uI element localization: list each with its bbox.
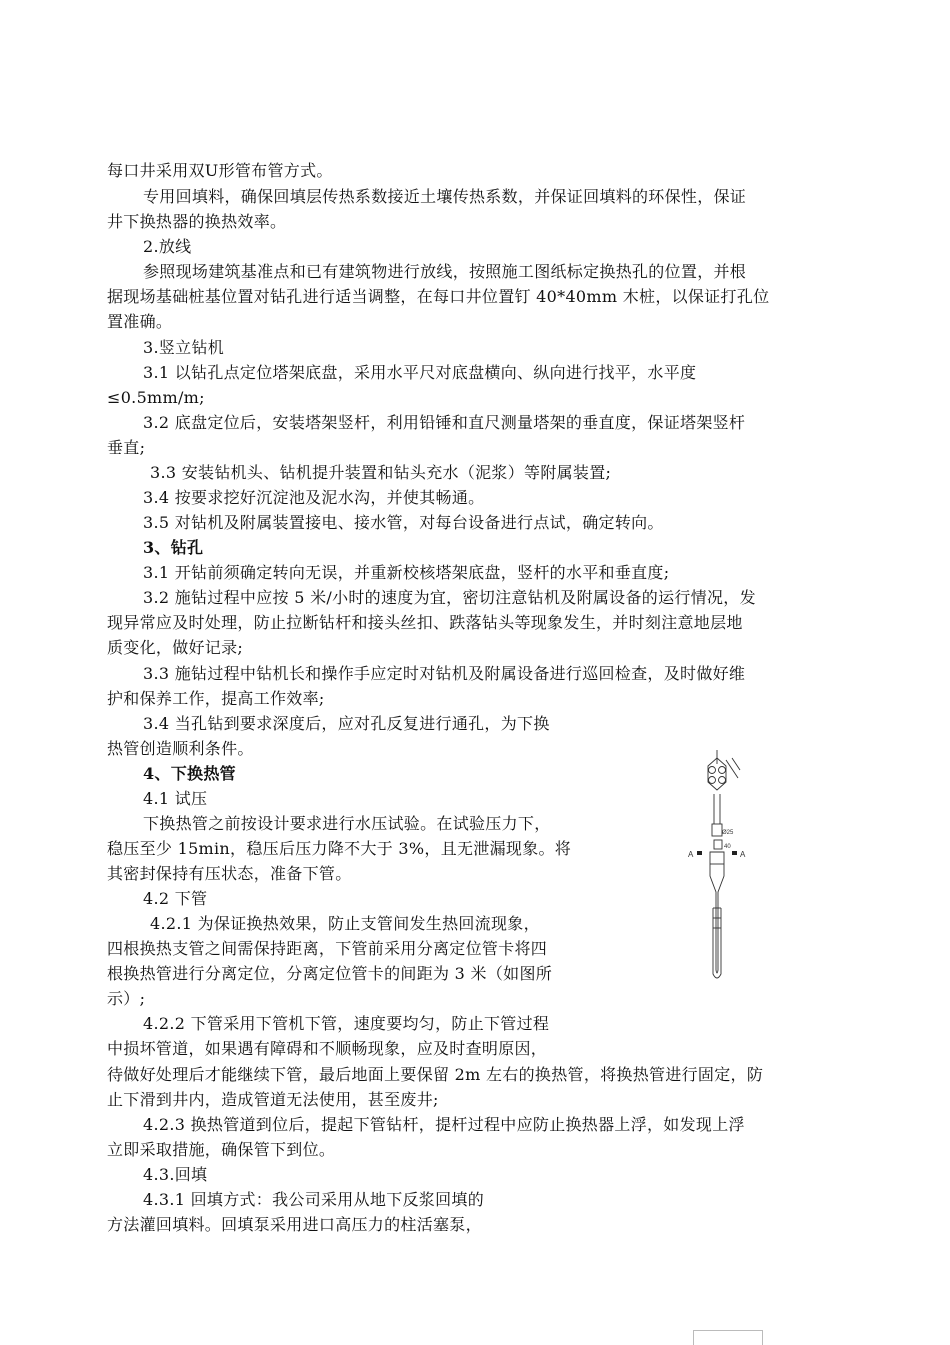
text-line: 3.4 当孔钻到要求深度后，应对孔反复进行通孔，为下换: [143, 714, 550, 733]
text-line: 3.3 安装钻机头、钻机提升装置和钻头充水（泥浆）等附属装置;: [150, 463, 612, 482]
text-line: 据现场基础桩基位置对钻孔进行适当调整，在每口井位置钉 40*40mm 木桩，以保证打孔位: [107, 287, 770, 306]
text-line: 3.竖立钻机: [143, 338, 225, 357]
section-label-right: A: [740, 850, 746, 859]
text-line: 待做好处理后才能继续下管，最后地面上要保留 2m 左右的换热管，将换热管进行固定，防: [107, 1065, 764, 1084]
text-line: 3.2 施钻过程中应按 5 米/小时的速度为宜，密切注意钻机及附属设备的运行情况，发: [143, 588, 756, 607]
text-line: 现异常应及时处理，防止拉断钻杆和接头丝扣、跌落钻头等现象发生，并时刻注意地层地: [107, 613, 743, 632]
text-line: 四根换热支管之间需保持距离，下管前采用分离定位管卡将四: [107, 939, 548, 958]
text-line: 中损坏管道，如果遇有障碍和不顺畅现象，应及时查明原因，: [107, 1039, 548, 1058]
text-line: 3.2 底盘定位后，安装塔架竖杆，利用铅锤和直尺测量塔架的垂直度，保证塔架竖杆: [143, 413, 746, 432]
text-line: 止下滑到井内，造成管道无法使用，甚至废井;: [107, 1090, 439, 1109]
text-line: 护和保养工作，提高工作效率;: [107, 689, 325, 708]
page-number-box: [693, 1330, 763, 1345]
text-line: 立即采取措施，确保管下到位。: [107, 1140, 336, 1159]
text-line: 4.1 试压: [143, 789, 208, 808]
text-line: 4.2.3 换热管道到位后，提起下管钻杆，提杆过程中应防止换热器上浮，如发现上浮: [143, 1115, 745, 1134]
text-line: ≤0.5mm/m;: [107, 388, 205, 407]
text-line: 4.3.1 回填方式：我公司采用从地下反浆回填的: [143, 1190, 484, 1209]
text-line: 3.1 以钻孔点定位塔架底盘，采用水平尺对底盘横向、纵向进行找平，水平度: [143, 363, 697, 382]
text-line: 4.3.回填: [143, 1165, 208, 1184]
text-line: 方法灌回填料。回填泵采用进口高压力的柱活塞泵，: [107, 1215, 482, 1234]
text-line: 示）;: [107, 989, 146, 1008]
text-line: 井下换热器的换热效率。: [107, 212, 287, 231]
section-heading: 3、钻孔: [143, 538, 204, 557]
text-line: 专用回填料，确保回填层传热系数接近土壤传热系数，并保证回填料的环保性，保证: [143, 187, 747, 206]
text-line: 垂直;: [107, 438, 146, 457]
text-line: 下换热管之前按设计要求进行水压试验。在试验压力下，: [143, 814, 551, 833]
text-line: 4.2 下管: [143, 889, 208, 908]
text-line: 2.放线: [143, 237, 192, 256]
text-line: 其密封保持有压状态，准备下管。: [107, 864, 352, 883]
text-line: 质变化，做好记录;: [107, 638, 244, 657]
dimension-label: 40: [724, 844, 731, 850]
text-line: 4.2.2 下管采用下管机下管，速度要均匀，防止下管过程: [143, 1014, 550, 1033]
section-heading: 4、下换热管: [143, 764, 236, 783]
section-label-left: A: [688, 850, 694, 859]
text-line: 稳压至少 15min，稳压后压力降不大于 3%，且无泄漏现象。将: [107, 839, 572, 858]
text-line: 3.1 开钻前须确定转向无误，并重新校核塔架底盘，竖杆的水平和垂直度;: [143, 563, 670, 582]
text-line: 置准确。: [107, 312, 173, 331]
text-line: 根换热管进行分离定位，分离定位管卡的间距为 3 米（如图所: [107, 964, 553, 983]
text-line: 3.5 对钻机及附属装置接电、接水管，对每台设备进行点试，确定转向。: [143, 513, 664, 532]
dimension-label: Ø25: [722, 830, 734, 836]
text-line: 每口井采用双U形管布管方式。: [107, 161, 333, 180]
text-line: 参照现场建筑基准点和已有建筑物进行放线，按照施工图纸标定换热孔的位置，并根: [143, 262, 747, 281]
pipe-spacer-diagram: [680, 748, 760, 984]
text-line: 3.3 施钻过程中钻机长和操作手应定时对钻机及附属设备进行巡回检查，及时做好维: [143, 664, 746, 683]
text-line: 4.2.1 为保证换热效果，防止支管间发生热回流现象，: [150, 914, 540, 933]
text-line: 热管创造顺利条件。: [107, 739, 254, 758]
text-line: 3.4 按要求挖好沉淀池及泥水沟，并使其畅通。: [143, 488, 485, 507]
